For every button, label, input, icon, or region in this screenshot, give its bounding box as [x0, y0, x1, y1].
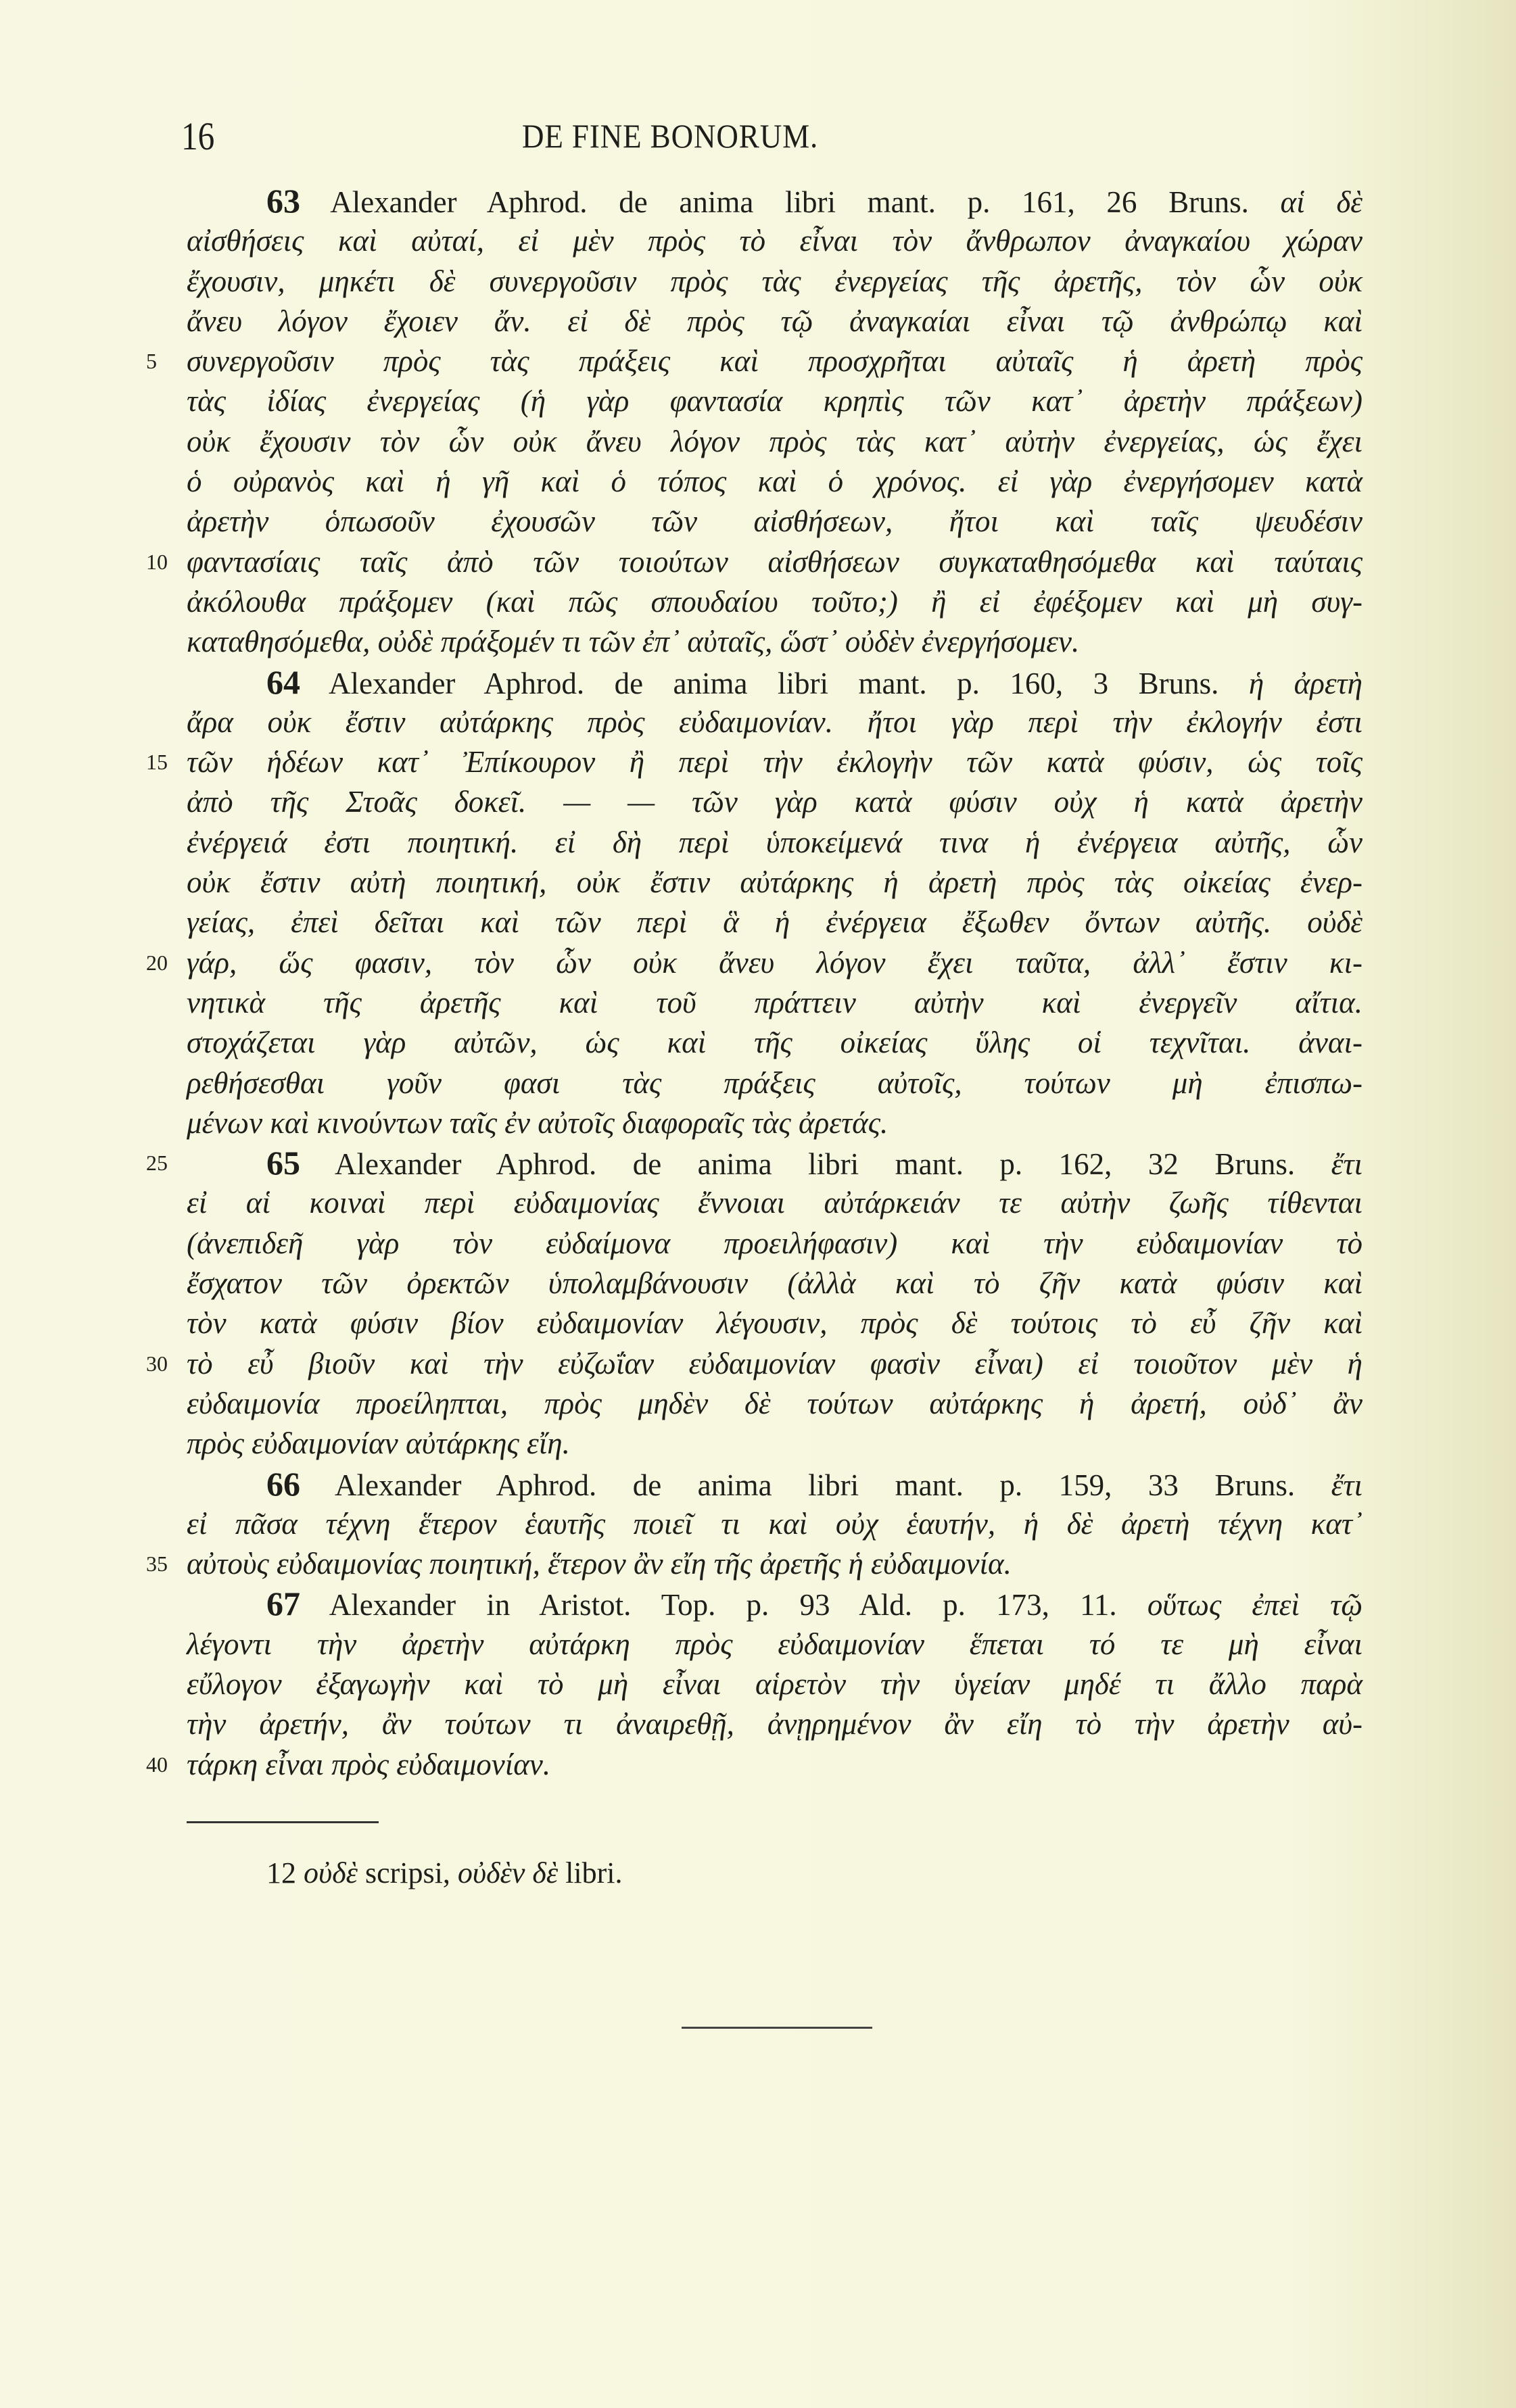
greek-text: ἔσχατον τῶν ὀρεκτῶν ὑπολαμβάνουσιν (ἀλλὰ καὶ τὸ ζῆν κατὰ φύσιν καὶ	[187, 1266, 1363, 1301]
line-content	[187, 1183, 1363, 1223]
line-content	[187, 1424, 1363, 1464]
running-title: DE FINE BONORUM.	[522, 117, 819, 155]
greek-text: ἀρετὴν ὁπωσοῦν ἐχουσῶν τῶν αἰσθήσεων, ἤτοι καὶ ταῖς ψευδέσιν	[187, 504, 1363, 539]
greek-text: μένων καὶ κινούντων ταῖς ἐν αὐτοῖς διαφοραῖς τὰς ἀρετάς.	[187, 1105, 889, 1140]
line-content	[187, 1504, 1363, 1544]
source-reference: Alexander Aphrod. de anima libri mant. p. 160, 3 Bruns.	[329, 666, 1219, 700]
text-line	[187, 1384, 1363, 1424]
greek-text: αὐτοὺς εὐδαιμονίας ποιητική, ἕτερον ἂν εἴη τῆς ἀρετῆς ἡ εὐδαιμονία.	[187, 1547, 1012, 1581]
greek-text: καταθησόμεθα, οὐδὲ πράξομέν τι τῶν ἐπ᾽ αὐταῖς, ὥστ᾽ οὐδὲν ἐνεργήσομεν.	[187, 625, 1080, 659]
section-number: 67	[266, 1585, 300, 1623]
greek-text: τὰς ἰδίας ἐνεργείας (ἡ γὰρ φαντασία κρηπὶς τῶν κατ᾽ ἀρετὴν πράξεων)	[187, 384, 1363, 418]
line-content	[187, 422, 1363, 462]
line-number: 40	[146, 1752, 168, 1777]
line-content	[187, 943, 1363, 983]
text-line	[146, 542, 1363, 582]
greek-text: ἔχουσιν, μηκέτι δὲ συνεργοῦσιν πρὸς τὰς ἐνεργείας τῆς ἀρετῆς, τὸν ὧν οὐκ	[187, 264, 1363, 298]
greek-text: ἀπὸ τῆς Στοᾶς δοκεῖ. — — τῶν γὰρ κατὰ φύσιν οὐχ ἡ κατὰ ἀρετὴν	[187, 785, 1363, 819]
line-content	[187, 823, 1363, 863]
line-content	[187, 1704, 1363, 1744]
text-line	[146, 1143, 1363, 1183]
text-line	[187, 381, 1363, 421]
text-line	[187, 422, 1363, 462]
text-line	[187, 1263, 1363, 1303]
greek-text: εἰ αἱ κοιναὶ περὶ εὐδαιμονίας ἔννοιαι αὐτάρκειάν τε αὐτὴν ζωῆς τίθενται	[187, 1186, 1363, 1220]
greek-text: εἰ πᾶσα τέχνη ἕτερον ἑαυτῆς ποιεῖ τι καὶ οὐχ ἑαυτήν, ἡ δὲ ἀρετὴ τέχνη κατ᾽	[187, 1506, 1363, 1541]
section-number: 66	[266, 1464, 300, 1503]
greek-text: γάρ, ὥς φασιν, τὸν ὧν οὐκ ἄνευ λόγον ἔχει ταῦτα, ἀλλ᾽ ἔστιν κι-	[187, 945, 1363, 980]
text-line	[187, 863, 1363, 902]
line-number: 35	[146, 1551, 168, 1576]
text-line	[146, 1344, 1363, 1384]
text-line	[187, 1023, 1363, 1063]
greek-text: τὴν ἀρετήν, ἂν τούτων τι ἀναιρεθῇ, ἀνῃρημένον ἂν εἴη τὸ τὴν ἀρετὴν αὐ-	[187, 1707, 1363, 1741]
text-line	[187, 502, 1363, 541]
line-number: 25	[146, 1151, 168, 1176]
greek-text: ἀκόλουθα πράξομεν (καὶ πῶς σπουδαίου τοῦτο;) ἢ εἰ ἐφέξομεν καὶ μὴ συγ-	[187, 584, 1363, 619]
greek-text: τάρκη εἶναι πρὸς εὐδαιμονίαν.	[187, 1747, 551, 1781]
greek-text: αἱ δὲ	[1280, 185, 1363, 219]
greek-text: (ἀνεπιδεῆ γὰρ τὸν εὐδαίμονα προειλήφασιν) καὶ τὴν εὐδαιμονίαν τὸ	[187, 1226, 1363, 1260]
line-content	[187, 1384, 1363, 1424]
line-content	[187, 1544, 1363, 1584]
greek-text: ἐνέργειά ἐστι ποιητική. εἰ δὴ περὶ ὑποκείμενά τινα ἡ ἐνέργεια αὐτῆς, ὧν	[187, 825, 1363, 859]
line-content	[187, 1063, 1363, 1103]
text-line	[187, 823, 1363, 863]
line-content	[187, 1023, 1363, 1063]
section-number: 63	[266, 182, 300, 220]
greek-text: γείας, ἐπεὶ δεῖται καὶ τῶν περὶ ἃ ἡ ἐνέργεια ἔξωθεν ὄντων αὐτῆς. οὐδὲ	[187, 905, 1363, 940]
section-number: 65	[266, 1144, 300, 1182]
main-text	[146, 181, 1363, 1785]
line-content	[187, 1263, 1363, 1303]
line-content	[187, 1303, 1363, 1343]
greek-text: φαντασίαις ταῖς ἀπὸ τῶν τοιούτων αἰσθήσεων συγκαταθησόμεθα καὶ ταύταις	[187, 544, 1363, 579]
text-line	[187, 1664, 1363, 1704]
text-line	[187, 462, 1363, 502]
text-line	[187, 702, 1363, 742]
footnote-reading: οὐδὲ	[304, 1856, 358, 1889]
text-line	[187, 782, 1363, 822]
text-line	[187, 1584, 1363, 1624]
text-line	[187, 1464, 1363, 1504]
line-content	[187, 341, 1363, 381]
greek-text: τὸ εὖ βιοῦν καὶ τὴν εὐζωΐαν εὐδαιμονίαν φασὶν εἶναι) εἰ τοιοῦτον μὲν ἡ	[187, 1346, 1363, 1380]
greek-text: εὐδαιμονία προείληπται, πρὸς μηδὲν δὲ τούτων αὐτάρκης ἡ ἀρετή, οὐδ᾽ ἂν	[187, 1386, 1363, 1420]
line-content	[187, 462, 1363, 502]
text-line	[187, 1424, 1363, 1464]
line-number: 10	[146, 549, 168, 574]
line-content	[187, 302, 1363, 341]
greek-text: συνεργοῦσιν πρὸς τὰς πράξεις καὶ προσχρῆται αὐταῖς ἡ ἀρετὴ πρὸς	[187, 344, 1363, 379]
greek-text: λέγοντι τὴν ἀρετὴν αὐτάρκη πρὸς εὐδαιμονίαν ἕπεται τό τε μὴ εἶναι	[187, 1627, 1363, 1661]
line-number: 15	[146, 750, 168, 775]
line-content	[187, 1624, 1363, 1664]
line-content	[187, 863, 1363, 902]
line-content	[187, 742, 1363, 782]
source-reference: Alexander Aphrod. de anima libri mant. p. 161, 26 Bruns.	[330, 185, 1249, 219]
text-line	[146, 742, 1363, 782]
footnote-note: scripsi,	[365, 1856, 450, 1889]
text-line	[187, 221, 1363, 261]
text-line	[146, 1544, 1363, 1584]
footnote-note: libri.	[565, 1856, 623, 1889]
line-content	[187, 181, 1363, 221]
signature-rule	[682, 2027, 872, 2029]
line-content	[187, 582, 1363, 622]
greek-text: τὸν κατὰ φύσιν βίον εὐδαιμονίαν λέγουσιν, πρὸς δὲ τούτοις τὸ εὖ ζῆν καὶ	[187, 1306, 1363, 1341]
line-number: 30	[146, 1351, 168, 1376]
text-line	[187, 622, 1363, 662]
text-line	[187, 181, 1363, 221]
line-content	[187, 1103, 1363, 1143]
greek-text: οὐκ ἔστιν αὐτὴ ποιητική, οὐκ ἔστιν αὐτάρκης ἡ ἀρετὴ πρὸς τὰς οἰκείας ἐνερ-	[187, 865, 1363, 900]
section-number: 64	[266, 663, 300, 701]
text-line	[187, 1504, 1363, 1544]
greek-text: στοχάζεται γὰρ αὐτῶν, ὡς καὶ τῆς οἰκείας ὕλης οἱ τεχνῖται. ἀναι-	[187, 1026, 1363, 1060]
greek-text: αἰσθήσεις καὶ αὐταί, εἰ μὲν πρὸς τὸ εἶναι τὸν ἄνθρωπον ἀναγκαίου χώραν	[187, 224, 1363, 258]
footnote	[266, 1856, 623, 1890]
line-content	[187, 702, 1363, 742]
text-line	[187, 302, 1363, 341]
line-content	[187, 663, 1363, 702]
text-line	[187, 663, 1363, 702]
text-line	[187, 582, 1363, 622]
line-content	[187, 1745, 1363, 1785]
greek-text: νητικὰ τῆς ἀρετῆς καὶ τοῦ πράττειν αὐτὴν καὶ ἐνεργεῖν αἴτια.	[187, 985, 1363, 1019]
text-line	[187, 1303, 1363, 1343]
text-line	[187, 1063, 1363, 1103]
line-content	[187, 782, 1363, 822]
line-content	[187, 502, 1363, 541]
footnote-line-ref: 12	[266, 1856, 296, 1889]
line-content	[187, 1344, 1363, 1384]
greek-text: ἡ ἀρετὴ	[1248, 666, 1363, 700]
line-number: 20	[146, 950, 168, 975]
greek-text: εὔλογον ἐξαγωγὴν καὶ τὸ μὴ εἶναι αἱρετὸν τὴν ὑγείαν μηδέ τι ἄλλο παρὰ	[187, 1666, 1363, 1701]
footnote-variant: οὐδὲν δὲ	[457, 1856, 559, 1889]
text-line	[187, 1183, 1363, 1223]
greek-text: ἔτι	[1331, 1147, 1363, 1182]
text-line	[187, 902, 1363, 942]
greek-text: ἔτι	[1331, 1468, 1363, 1502]
greek-text: πρὸς εὐδαιμονίαν αὐτάρκης εἴη.	[187, 1426, 570, 1461]
text-line	[187, 262, 1363, 302]
line-content	[187, 983, 1363, 1023]
text-line	[146, 943, 1363, 983]
text-line	[187, 1624, 1363, 1664]
page-number: 16	[181, 114, 215, 158]
line-content	[187, 1664, 1363, 1704]
text-line	[187, 1103, 1363, 1143]
text-line	[146, 1745, 1363, 1785]
line-content	[187, 622, 1363, 662]
text-line	[187, 1704, 1363, 1744]
source-reference: Alexander in Aristot. Top. p. 93 Ald. p. 173, 11.	[329, 1588, 1117, 1622]
line-content	[187, 221, 1363, 261]
source-reference: Alexander Aphrod. de anima libri mant. p. 159, 33 Bruns.	[335, 1468, 1296, 1502]
line-content	[187, 262, 1363, 302]
greek-text: ἄρα οὐκ ἔστιν αὐτάρκης πρὸς εὐδαιμονίαν. ἤτοι γὰρ περὶ τὴν ἐκλογήν ἐστι	[187, 704, 1363, 739]
footnote-divider	[187, 1821, 379, 1823]
greek-text: ρεθήσεσθαι γοῦν φασι τὰς πράξεις αὐτοῖς, τούτων μὴ ἐπισπω-	[187, 1065, 1363, 1100]
line-content	[187, 902, 1363, 942]
line-content	[187, 1143, 1363, 1183]
line-content	[187, 542, 1363, 582]
text-line	[187, 983, 1363, 1023]
text-line	[187, 1224, 1363, 1263]
line-content	[187, 1464, 1363, 1504]
line-number: 5	[146, 349, 157, 374]
line-content	[187, 381, 1363, 421]
greek-text: ἄνευ λόγον ἔχοιεν ἄν. εἰ δὲ πρὸς τῷ ἀναγκαίαι εἶναι τῷ ἀνθρώπῳ καὶ	[187, 304, 1363, 338]
greek-text: οὐκ ἔχουσιν τὸν ὧν οὐκ ἄνευ λόγον πρὸς τὰς κατ᾽ αὐτὴν ἐνεργείας, ὡς ἔχει	[187, 424, 1363, 458]
greek-text: οὕτως ἐπεὶ τῷ	[1147, 1588, 1363, 1622]
line-content	[187, 1584, 1363, 1624]
text-line	[146, 341, 1363, 381]
greek-text: τῶν ἡδέων κατ᾽ Ἐπίκουρον ἢ περὶ τὴν ἐκλογὴν τῶν κατὰ φύσιν, ὡς τοῖς	[187, 745, 1363, 779]
source-reference: Alexander Aphrod. de anima libri mant. p. 162, 32 Bruns.	[335, 1147, 1296, 1182]
line-content	[187, 1224, 1363, 1263]
greek-text: ὁ οὐρανὸς καὶ ἡ γῆ καὶ ὁ τόπος καὶ ὁ χρόνος. εἰ γὰρ ἐνεργήσομεν κατὰ	[187, 464, 1363, 499]
